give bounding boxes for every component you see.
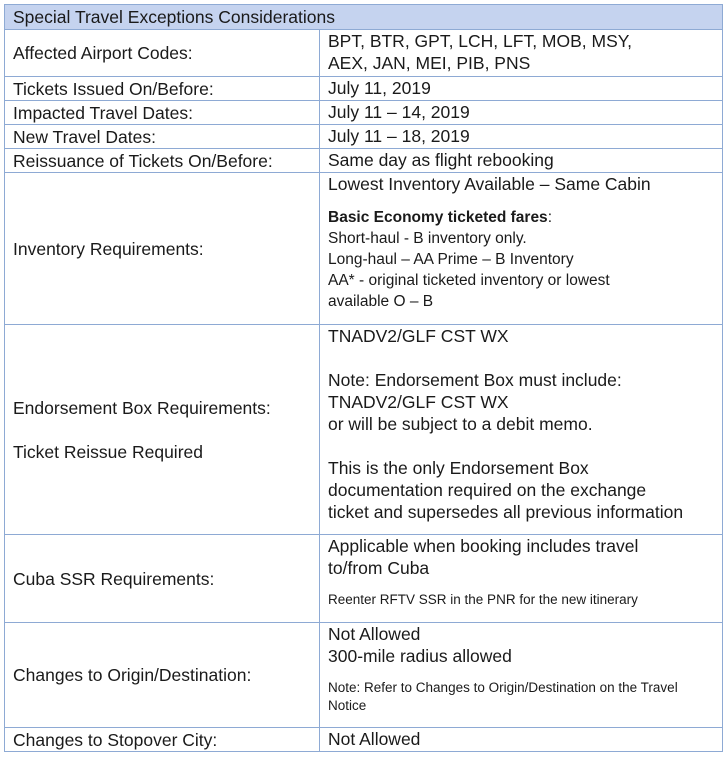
row-label-reissue: Reissuance of Tickets On/Before: bbox=[5, 149, 320, 173]
table-row bbox=[5, 623, 723, 728]
table-row bbox=[5, 77, 723, 101]
table-row bbox=[5, 125, 723, 149]
row-label-cuba: Cuba SSR Requirements: bbox=[5, 535, 320, 623]
table-row bbox=[5, 30, 723, 77]
row-value-origin: Not Allowed 300-mile radius allowed Note: Refer to Changes to Origin/Destination on the Travel Notice bbox=[320, 623, 723, 728]
row-value-impacted: July 11 – 14, 2019 bbox=[320, 101, 723, 125]
row-label-new-dates: New Travel Dates: bbox=[5, 125, 320, 149]
row-label-airports: Affected Airport Codes: bbox=[5, 30, 320, 77]
table-row bbox=[5, 728, 723, 752]
table-header-row bbox=[5, 5, 723, 30]
row-label-impacted: Impacted Travel Dates: bbox=[5, 101, 320, 125]
row-value-endorsement: TNADV2/GLF CST WX Note: Endorsement Box must include: TNADV2/GLF CST WX or will be subject to a debit memo. This is the only Endorsement Box documentation required on the exchange ticket and supersedes all previous information bbox=[320, 325, 723, 535]
row-label-stopover: Changes to Stopover City: bbox=[5, 728, 320, 752]
row-label-endorsement: Endorsement Box Requirements: Ticket Reissue Required bbox=[5, 325, 320, 535]
row-value-airports: BPT, BTR, GPT, LCH, LFT, MOB, MSY, AEX, JAN, MEI, PIB, PNS bbox=[320, 30, 723, 77]
row-value-new-dates: July 11 – 18, 2019 bbox=[320, 125, 723, 149]
row-value-issued: July 11, 2019 bbox=[320, 77, 723, 101]
table-row bbox=[5, 149, 723, 173]
row-value-inventory: Lowest Inventory Available – Same Cabin Basic Economy ticketed fares: Short-haul - B inventory only. Long-haul – AA Prime – B Inventory AA* - original ticketed inventory or lowest available O – B bbox=[320, 173, 723, 325]
row-label-origin: Changes to Origin/Destination: bbox=[5, 623, 320, 728]
row-value-cuba: Applicable when booking includes travel to/from Cuba Reenter RFTV SSR in the PNR for the new itinerary bbox=[320, 535, 723, 623]
table-row bbox=[5, 535, 723, 623]
row-value-reissue: Same day as flight rebooking bbox=[320, 149, 723, 173]
table-title: Special Travel Exceptions Considerations bbox=[5, 5, 723, 30]
table-row bbox=[5, 101, 723, 125]
travel-exceptions-table bbox=[4, 4, 723, 752]
row-value-stopover: Not Allowed bbox=[320, 728, 723, 752]
table-row bbox=[5, 325, 723, 535]
table-row bbox=[5, 173, 723, 325]
row-label-inventory: Inventory Requirements: bbox=[5, 173, 320, 325]
row-label-issued: Tickets Issued On/Before: bbox=[5, 77, 320, 101]
